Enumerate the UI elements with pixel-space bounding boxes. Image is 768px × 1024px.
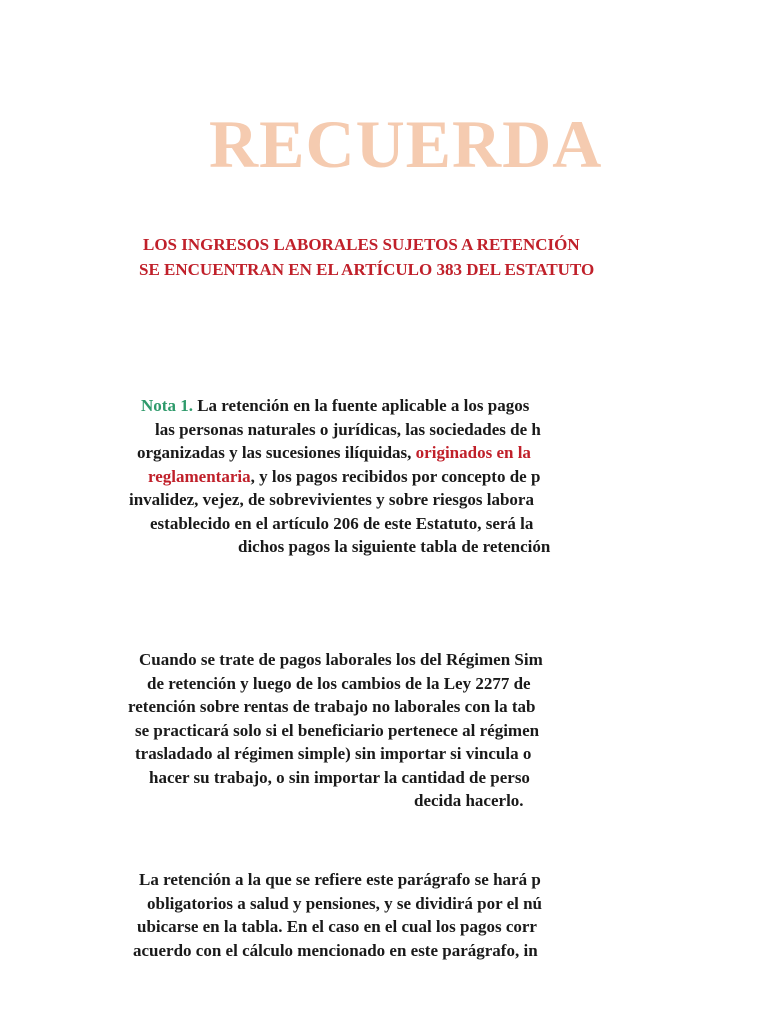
para-2-line-7: decida hacerlo.: [414, 791, 524, 810]
subheading-line-1: LOS INGRESOS LABORALES SUJETOS A RETENCIÓN: [143, 235, 580, 254]
page-title: RECUERDA: [209, 106, 603, 182]
note-1-line-4: [0, 465, 604, 489]
note-1-paragraph: [0, 394, 604, 559]
note-1-line-1: [0, 394, 604, 418]
note-1-line-3-text: organizadas y las sucesiones ilíquidas,: [137, 443, 416, 462]
note-1-line-3: [0, 441, 604, 465]
note-1-line-4-highlight: reglamentaria: [148, 466, 251, 486]
para-2-line-3: retención sobre rentas de trabajo no laborales con la tab: [128, 697, 536, 716]
note-1-line-1-text: La retención en la fuente aplicable a los pagos: [192, 396, 530, 415]
para-3-line-3: ubicarse en la tabla. En el caso en el cual los pagos corr: [137, 917, 537, 936]
para-2-line-1: Cuando se trate de pagos laborales los del Régimen Sim: [139, 650, 543, 669]
simple-regime-paragraph: [0, 648, 604, 813]
para-3-line-1: La retención a la que se refiere este parágrafo se hará p: [139, 870, 541, 889]
withholding-paragraph: [0, 868, 604, 960]
note-1-line-2: las personas naturales o jurídicas, las sociedades de h: [155, 419, 541, 439]
note-1-line-4-text: , y los pagos recibidos por concepto de p: [250, 466, 541, 486]
note-1-line-5: invalidez, vejez, de sobrevivientes y sobre riesgos labora: [129, 490, 534, 509]
subheading: [0, 232, 604, 282]
note-1-line-7: dichos pagos la siguiente tabla de retención: [238, 537, 551, 556]
para-2-line-6: hacer su trabajo, o sin importar la cantidad de perso: [149, 767, 530, 787]
note-1-line-6: establecido en el artículo 206 de este Estatuto, será la: [150, 513, 534, 533]
note-1-line-3-highlight: originados en la: [415, 443, 531, 462]
para-3-line-2: obligatorios a salud y pensiones, y se dividirá por el nú: [147, 893, 543, 913]
para-2-line-2: de retención y luego de los cambios de la Ley 2277 de: [147, 673, 531, 693]
para-2-line-4: se practicará solo si el beneficiario pertenece al régimen: [135, 720, 540, 740]
para-2-line-5: trasladado al régimen simple) sin importar si vincula o: [135, 744, 532, 763]
note-1-label: Nota 1.: [141, 396, 193, 415]
para-3-line-4: acuerdo con el cálculo mencionado en este parágrafo, in: [133, 940, 538, 960]
subheading-line-2: SE ENCUENTRAN EN EL ARTÍCULO 383 DEL ESTATUTO: [139, 260, 595, 279]
